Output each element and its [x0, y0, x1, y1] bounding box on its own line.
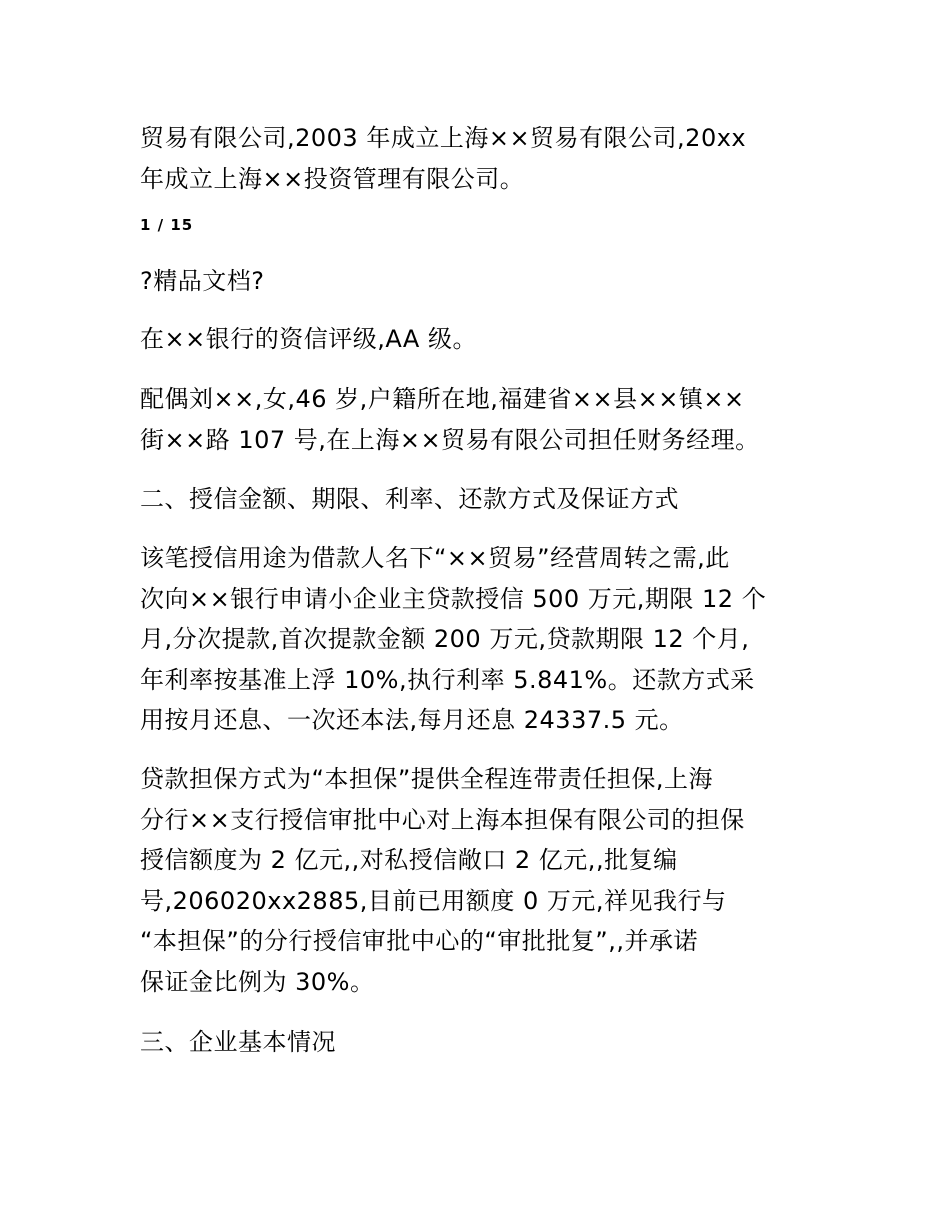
text-line: 月,分次提款,首次提款金额 200 万元,贷款期限 12 个月, [140, 625, 750, 653]
text-line: 该笔授信用途为借款人名下“××贸易”经营周转之需,此 [140, 544, 730, 572]
section-heading-3 [140, 1022, 815, 1063]
text-line: 在××银行的资信评级,AA 级。 [140, 325, 477, 353]
text-line: 贷款担保方式为“本担保”提供全程连带责任担保,上海 [140, 765, 713, 793]
paragraph-spouse [140, 379, 815, 460]
text-line: 号,206020xx2885,目前已用额度 0 万元,祥见我行与 [140, 886, 727, 915]
text-line: 街××路 107 号,在上海××贸易有限公司担任财务经理。 [140, 425, 760, 454]
paragraph-intro [140, 118, 815, 199]
text-line: 配偶刘××,女,46 岁,户籍所在地,福建省××县××镇×× [140, 385, 745, 413]
text-line: 三、企业基本情况 [140, 1028, 336, 1056]
text-line: 授信额度为 2 亿元,,对私授信敞口 2 亿元,,批复编 [140, 846, 678, 874]
section-heading-2 [140, 479, 815, 520]
page-number: 1 / 15 [140, 216, 194, 234]
paragraph-credit [140, 538, 815, 741]
text-line: 年利率按基准上浮 10%,执行利率 5.841%。还款方式采 [140, 665, 755, 694]
text-line: 保证金比例为 30%。 [140, 967, 375, 996]
text-line: 贸易有限公司,2003 年成立上海××贸易有限公司,20xx [140, 124, 747, 152]
header-mark [140, 261, 815, 302]
text-line: ?精品文档? [140, 267, 265, 295]
text-line: 用按月还息、一次还本法,每月还息 24337.5 元。 [140, 706, 684, 734]
paragraph-guarantee [140, 759, 815, 1002]
text-line: 次向××银行申请小企业主贷款授信 500 万元,期限 12 个 [140, 584, 767, 613]
text-line: 年成立上海××投资管理有限公司。 [140, 164, 525, 193]
text-line: 分行××支行授信审批中心对上海本担保有限公司的担保 [140, 805, 745, 834]
text-line: 二、授信金额、期限、利率、还款方式及保证方式 [140, 485, 679, 513]
paragraph-rating [140, 319, 815, 360]
text-line: “本担保”的分行授信审批中心的“审批批复”,,并承诺 [140, 927, 698, 955]
